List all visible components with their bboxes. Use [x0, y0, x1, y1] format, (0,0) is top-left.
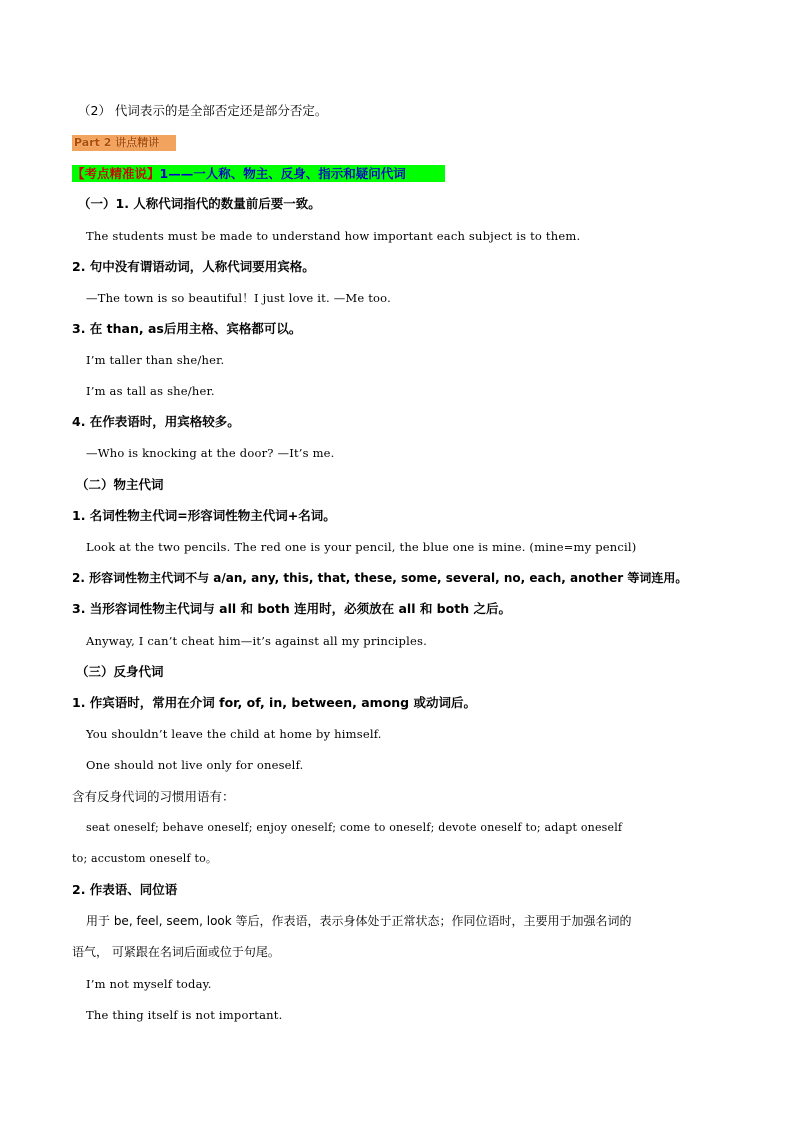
example-sentence: —Who is knocking at the door? —It’s me.	[86, 446, 335, 460]
example-sentence: You shouldn’t leave the child at home by himself.	[86, 727, 382, 741]
example-sentence: Anyway, I can’t cheat him—it’s against all my principles.	[86, 634, 427, 648]
explanation-paragraph: 用于 be, feel, seem, look 等后，作表语，表示身体处于正常状态；作同位语时，主要用于加强名词的	[86, 914, 632, 928]
example-sentence: I’m as tall as she/her.	[86, 384, 215, 398]
idiom-intro: 含有反身代词的习惯用语有：	[72, 789, 235, 804]
part-heading-tag: Part 2 讲点精讲	[72, 135, 176, 151]
heading-personal-3: 3. 在 than, as后用主格、宾格都可以。	[72, 321, 302, 336]
heading-reflexive-1: 1. 作宾语时，常用在介词 for, of, in, between, among 或动词后。	[72, 695, 476, 710]
idiom-list-continued: to; accustom oneself to。	[72, 852, 218, 865]
idiom-list: seat oneself; behave oneself; enjoy oneself; come to oneself; devote oneself to; adapt oneself	[86, 821, 623, 834]
section-heading-title: 1——一人称、物主、反身、指示和疑问代词	[159, 166, 406, 181]
heading-possessive-2: 2. 形容词性物主代词不与 a/an, any, this, that, these, some, several, no, each, another 等词连用。	[72, 571, 688, 585]
heading-personal-2: 2. 句中没有谓语动词，人称代词要用宾格。	[72, 259, 315, 274]
section-heading-prefix: 【考点精准说】	[72, 166, 160, 181]
example-sentence: The thing itself is not important.	[86, 1008, 283, 1022]
example-sentence: Look at the two pencils. The red one is your pencil, the blue one is mine. (mine=my pencil)	[86, 540, 637, 554]
example-sentence: I’m not myself today.	[86, 977, 212, 991]
heading-personal-4: 4. 在作表语时，用宾格较多。	[72, 414, 240, 429]
heading-possessive: （二）物主代词	[76, 477, 164, 492]
heading-possessive-3: 3. 当形容词性物主代词与 all 和 both 连用时，必须放在 all 和 both 之后。	[72, 601, 511, 616]
intro-line: （2） 代词表示的是全部否定还是部分否定。	[78, 103, 328, 118]
heading-personal-1: （一）1. 人称代词指代的数量前后要一致。	[78, 196, 321, 211]
heading-reflexive-2: 2. 作表语、同位语	[72, 882, 178, 897]
example-sentence: —The town is so beautiful！I just love it. —Me too.	[86, 291, 391, 305]
section-heading	[72, 165, 445, 182]
heading-possessive-1: 1. 名词性物主代词=形容词性物主代词+名词。	[72, 508, 336, 523]
example-sentence: The students must be made to understand how important each subject is to them.	[86, 229, 581, 243]
explanation-paragraph-continued: 语气， 可紧跟在名词后面或位于句尾。	[72, 945, 280, 959]
heading-reflexive: （三）反身代词	[76, 664, 164, 679]
example-sentence: One should not live only for oneself.	[86, 758, 304, 772]
example-sentence: I’m taller than she/her.	[86, 353, 225, 367]
